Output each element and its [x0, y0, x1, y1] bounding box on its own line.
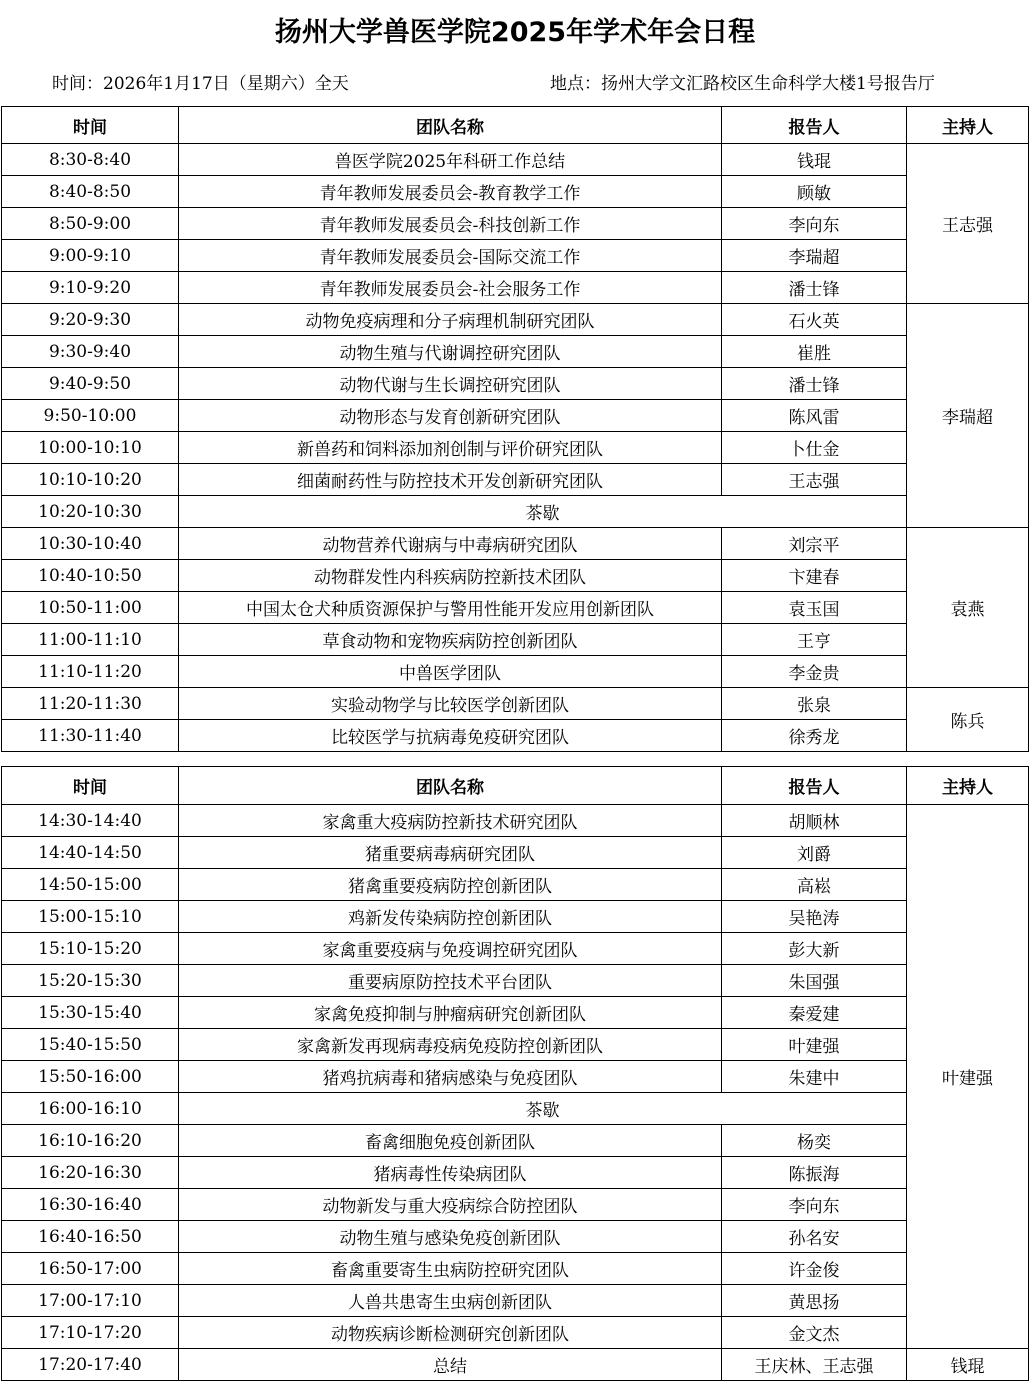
team-name: 动物生殖与感染免疫创新团队: [179, 1221, 722, 1253]
team-name: 家禽新发再现病毒疫病免疫防控创新团队: [179, 1029, 722, 1061]
table-row: [2, 1221, 1029, 1253]
speaker-name: 朱国强: [722, 965, 907, 997]
speaker-name: 彭大新: [722, 933, 907, 965]
page-title: 扬州大学兽医学院2025年学术年会日程: [274, 17, 756, 48]
session-time: 15:40-15:50: [2, 1029, 179, 1061]
session-time: 16:00-16:10: [2, 1093, 179, 1125]
team-name: 兽医学院2025年科研工作总结: [179, 144, 722, 176]
team-name: 人兽共患寄生虫病创新团队: [179, 1285, 722, 1317]
header-time: 时间: [2, 767, 179, 805]
speaker-name: 潘士锋: [722, 368, 907, 400]
table-row: [2, 1029, 1029, 1061]
team-name: 草食动物和宠物疾病防控创新团队: [179, 624, 722, 656]
session-time: 16:10-16:20: [2, 1125, 179, 1157]
team-name: 青年教师发展委员会-国际交流工作: [179, 240, 722, 272]
speaker-name: 朱建中: [722, 1061, 907, 1093]
table-header-row: [2, 107, 1029, 144]
session-time: 17:20-17:40: [2, 1349, 179, 1381]
table-row: [2, 368, 1029, 400]
table-row: [2, 144, 1029, 176]
session-time: 11:10-11:20: [2, 656, 179, 688]
table-row: [2, 400, 1029, 432]
header-team: 团队名称: [179, 767, 722, 805]
speaker-name: 陈风雷: [722, 400, 907, 432]
table-row: [2, 592, 1029, 624]
speaker-name: 李金贵: [722, 656, 907, 688]
speaker-name: 高崧: [722, 869, 907, 901]
team-name: 动物代谢与生长调控研究团队: [179, 368, 722, 400]
session-time: 9:00-9:10: [2, 240, 179, 272]
session-time: 10:00-10:10: [2, 432, 179, 464]
session-time: 9:50-10:00: [2, 400, 179, 432]
team-name: 猪病毒性传染病团队: [179, 1157, 722, 1189]
speaker-name: 石火英: [722, 304, 907, 336]
host-name: 陈兵: [907, 688, 1029, 752]
speaker-name: 卞建春: [722, 560, 907, 592]
speaker-name: 杨奕: [722, 1125, 907, 1157]
table-row: [2, 624, 1029, 656]
session-time: 10:50-11:00: [2, 592, 179, 624]
header-time: 时间: [2, 107, 179, 144]
table-row: [2, 176, 1029, 208]
session-time: 9:30-9:40: [2, 336, 179, 368]
session-time: 16:30-16:40: [2, 1189, 179, 1221]
team-name: 总结: [179, 1349, 722, 1381]
speaker-name: 徐秀龙: [722, 720, 907, 752]
speaker-name: 钱琨: [722, 144, 907, 176]
table-row: [2, 464, 1029, 496]
speaker-name: 潘士锋: [722, 272, 907, 304]
header-host: 主持人: [907, 767, 1029, 805]
session-time: 17:10-17:20: [2, 1317, 179, 1349]
table-row: [2, 656, 1029, 688]
host-name: 李瑞超: [907, 304, 1029, 528]
speaker-name: 张泉: [722, 688, 907, 720]
team-name: 猪重要病毒病研究团队: [179, 837, 722, 869]
header-speaker: 报告人: [722, 767, 907, 805]
table-row: [2, 1285, 1029, 1317]
table-row: [2, 1189, 1029, 1221]
team-name: 动物免疫病理和分子病理机制研究团队: [179, 304, 722, 336]
team-name: 比较医学与抗病毒免疫研究团队: [179, 720, 722, 752]
session-time: 8:50-9:00: [2, 208, 179, 240]
table-row: [2, 560, 1029, 592]
team-name: 动物生殖与代谢调控研究团队: [179, 336, 722, 368]
speaker-name: 金文杰: [722, 1317, 907, 1349]
table-row: [2, 208, 1029, 240]
header-speaker: 报告人: [722, 107, 907, 144]
team-name: 动物群发性内科疾病防控新技术团队: [179, 560, 722, 592]
afternoon-schedule-table: [1, 766, 1029, 1381]
speaker-name: 王亨: [722, 624, 907, 656]
table-row: [2, 1125, 1029, 1157]
speaker-name: 吴艳涛: [722, 901, 907, 933]
session-time: 8:30-8:40: [2, 144, 179, 176]
session-time: 16:20-16:30: [2, 1157, 179, 1189]
speaker-name: 李瑞超: [722, 240, 907, 272]
speaker-name: 李向东: [722, 208, 907, 240]
speaker-name: 秦爱建: [722, 997, 907, 1029]
speaker-name: 胡顺林: [722, 805, 907, 837]
team-name: 鸡新发传染病防控创新团队: [179, 901, 722, 933]
session-time: 9:40-9:50: [2, 368, 179, 400]
tea-break: 茶歇: [179, 1093, 907, 1125]
session-time: 16:50-17:00: [2, 1253, 179, 1285]
table-row: [2, 805, 1029, 837]
table-row: [2, 997, 1029, 1029]
session-time: 14:40-14:50: [2, 837, 179, 869]
table-row: [2, 965, 1029, 997]
table-row: [2, 304, 1029, 336]
table-row: [2, 1061, 1029, 1093]
session-time: 9:20-9:30: [2, 304, 179, 336]
table-row: [2, 901, 1029, 933]
table-row: [2, 1349, 1029, 1381]
speaker-name: 王庆林、王志强: [722, 1349, 907, 1381]
team-name: 中兽医学团队: [179, 656, 722, 688]
team-name: 家禽重要疫病与免疫调控研究团队: [179, 933, 722, 965]
team-name: 青年教师发展委员会-社会服务工作: [179, 272, 722, 304]
speaker-name: 刘宗平: [722, 528, 907, 560]
table-row: [2, 240, 1029, 272]
session-time: 14:50-15:00: [2, 869, 179, 901]
table-row: [2, 272, 1029, 304]
team-name: 动物形态与发育创新研究团队: [179, 400, 722, 432]
team-name: 新兽药和饲料添加剂创制与评价研究团队: [179, 432, 722, 464]
header-team: 团队名称: [179, 107, 722, 144]
speaker-name: 顾敏: [722, 176, 907, 208]
table-row: [2, 1253, 1029, 1285]
header-host: 主持人: [907, 107, 1029, 144]
team-name: 动物营养代谢病与中毒病研究团队: [179, 528, 722, 560]
table-header-row: [2, 767, 1029, 805]
table-row: [2, 528, 1029, 560]
team-name: 中国太仓犬种质资源保护与警用性能开发应用创新团队: [179, 592, 722, 624]
session-time: 9:10-9:20: [2, 272, 179, 304]
session-time: 17:00-17:10: [2, 1285, 179, 1317]
table-row: [2, 837, 1029, 869]
session-time: 15:20-15:30: [2, 965, 179, 997]
host-name: 叶建强: [907, 805, 1029, 1349]
speaker-name: 许金俊: [722, 1253, 907, 1285]
host-name: 钱琨: [907, 1349, 1029, 1381]
session-time: 11:20-11:30: [2, 688, 179, 720]
table-row: [2, 336, 1029, 368]
session-time: 10:30-10:40: [2, 528, 179, 560]
speaker-name: 王志强: [722, 464, 907, 496]
team-name: 畜禽重要寄生虫病防控研究团队: [179, 1253, 722, 1285]
speaker-name: 崔胜: [722, 336, 907, 368]
table-row: [2, 1093, 1029, 1125]
team-name: 动物疾病诊断检测研究创新团队: [179, 1317, 722, 1349]
session-time: 10:40-10:50: [2, 560, 179, 592]
table-row: [2, 432, 1029, 464]
team-name: 猪禽重要疫病防控创新团队: [179, 869, 722, 901]
session-time: 15:50-16:00: [2, 1061, 179, 1093]
speaker-name: 刘爵: [722, 837, 907, 869]
speaker-name: 李向东: [722, 1189, 907, 1221]
team-name: 猪鸡抗病毒和猪病感染与免疫团队: [179, 1061, 722, 1093]
table-row: [2, 1317, 1029, 1349]
team-name: 青年教师发展委员会-教育教学工作: [179, 176, 722, 208]
morning-schedule-table: [1, 106, 1029, 752]
team-name: 家禽免疫抑制与肿瘤病研究创新团队: [179, 997, 722, 1029]
table-row: [2, 496, 1029, 528]
session-time: 11:00-11:10: [2, 624, 179, 656]
team-name: 动物新发与重大疫病综合防控团队: [179, 1189, 722, 1221]
team-name: 畜禽细胞免疫创新团队: [179, 1125, 722, 1157]
speaker-name: 孙名安: [722, 1221, 907, 1253]
session-time: 15:30-15:40: [2, 997, 179, 1029]
team-name: 青年教师发展委员会-科技创新工作: [179, 208, 722, 240]
speaker-name: 袁玉国: [722, 592, 907, 624]
speaker-name: 陈振海: [722, 1157, 907, 1189]
speaker-name: 黄思扬: [722, 1285, 907, 1317]
team-name: 家禽重大疫病防控新技术研究团队: [179, 805, 722, 837]
tea-break: 茶歇: [179, 496, 907, 528]
team-name: 细菌耐药性与防控技术开发创新研究团队: [179, 464, 722, 496]
team-name: 重要病原防控技术平台团队: [179, 965, 722, 997]
event-location: 地点：扬州大学文汇路校区生命科学大楼1号报告厅: [550, 74, 935, 94]
host-name: 袁燕: [907, 528, 1029, 688]
speaker-name: 卜仕金: [722, 432, 907, 464]
session-time: 16:40-16:50: [2, 1221, 179, 1253]
session-time: 15:00-15:10: [2, 901, 179, 933]
table-row: [2, 933, 1029, 965]
session-time: 8:40-8:50: [2, 176, 179, 208]
session-time: 14:30-14:40: [2, 805, 179, 837]
table-row: [2, 869, 1029, 901]
event-time: 时间：2026年1月17日（星期六）全天: [52, 74, 349, 94]
table-row: [2, 688, 1029, 720]
speaker-name: 叶建强: [722, 1029, 907, 1061]
session-time: 11:30-11:40: [2, 720, 179, 752]
team-name: 实验动物学与比较医学创新团队: [179, 688, 722, 720]
table-row: [2, 1157, 1029, 1189]
table-row: [2, 720, 1029, 752]
host-name: 王志强: [907, 144, 1029, 304]
session-time: 10:20-10:30: [2, 496, 179, 528]
session-time: 15:10-15:20: [2, 933, 179, 965]
session-time: 10:10-10:20: [2, 464, 179, 496]
